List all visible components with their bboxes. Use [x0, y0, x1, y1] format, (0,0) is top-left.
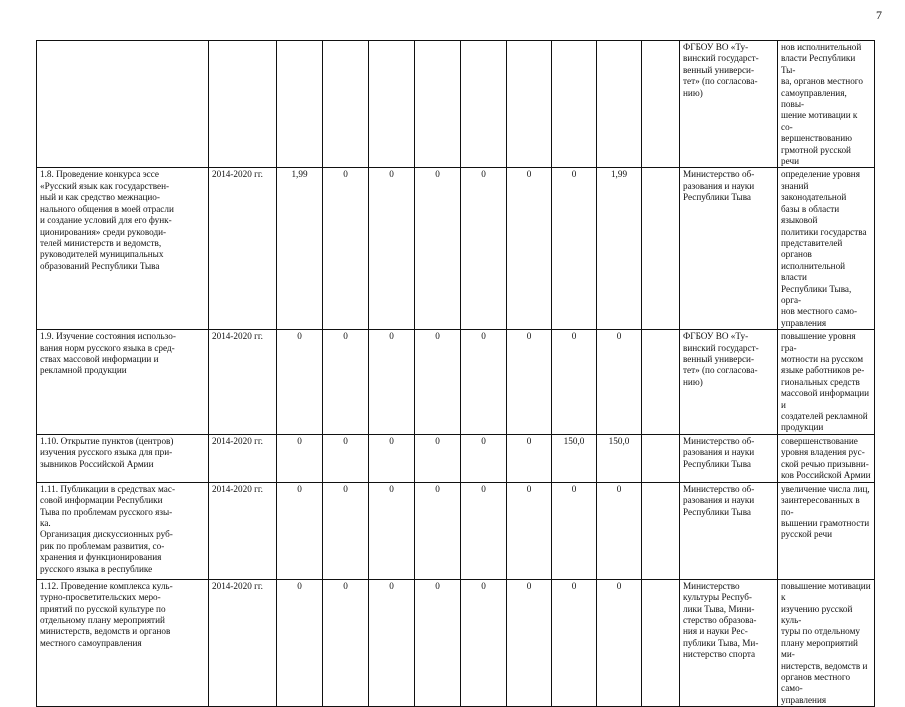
- funding-value-cell: [642, 330, 680, 435]
- funding-value-cell: 0: [323, 579, 369, 706]
- funding-value-cell: 0: [323, 434, 369, 482]
- program-activities-table: [36, 40, 875, 707]
- activity-name-cell: 1.11. Публикации в средствах мас- совой информации Республики Тыва по проблемам русского язы- ка. Организация дискуссионных руб- рик по проблемам развития, со- хранения и функционирования русского языка в республике: [37, 482, 209, 579]
- funding-value-cell: [597, 41, 642, 168]
- funding-value-cell: 0: [461, 579, 507, 706]
- responsible-cell: Министерство культуры Респуб- лики Тыва, Мини- стерство образова- ния и науки Рес- публики Тыва, Ми- нистерство спорта: [680, 579, 778, 706]
- table-row: [37, 330, 875, 435]
- funding-value-cell: [642, 482, 680, 579]
- activity-name-cell: 1.12. Проведение комплекса куль- турно-просветительских меро- приятий по русской культуре по отдельному плану мероприятий министерств, ведомств и органов местного самоуправления: [37, 579, 209, 706]
- table-row: [37, 482, 875, 579]
- funding-value-cell: 0: [507, 168, 552, 330]
- funding-value-cell: 0: [415, 434, 461, 482]
- responsible-cell: Министерство об- разования и науки Республики Тыва: [680, 434, 778, 482]
- expected-result-cell: увеличение числа лиц, заинтересованных в по- вышении грамотности русской речи: [778, 482, 875, 579]
- funding-value-cell: 0: [597, 330, 642, 435]
- funding-value-cell: [642, 168, 680, 330]
- table-row: [37, 41, 875, 168]
- funding-value-cell: [642, 579, 680, 706]
- period-cell: [209, 41, 277, 168]
- funding-value-cell: 0: [507, 482, 552, 579]
- period-cell: 2014-2020 гг.: [209, 579, 277, 706]
- funding-value-cell: 0: [323, 482, 369, 579]
- funding-value-cell: 1,99: [597, 168, 642, 330]
- funding-value-cell: [369, 41, 415, 168]
- funding-value-cell: 0: [507, 434, 552, 482]
- expected-result-cell: повышение уровня гра- мотности на русском языке работников ре- гиональных средств массовой информации и создателей рекламной продукции: [778, 330, 875, 435]
- responsible-cell: ФГБОУ ВО «Ту- винский государст- венный универси- тет» (по согласова- нию): [680, 41, 778, 168]
- funding-value-cell: [461, 41, 507, 168]
- expected-result-cell: определение уровня знаний законодательной базы в области языковой политики государства представителей органов исполнительной власти Республики Тыва, орга- нов местного само- управления: [778, 168, 875, 330]
- funding-value-cell: [642, 41, 680, 168]
- funding-value-cell: 0: [277, 330, 323, 435]
- table-row: [37, 168, 875, 330]
- funding-value-cell: 0: [415, 579, 461, 706]
- funding-value-cell: [415, 41, 461, 168]
- funding-value-cell: [277, 41, 323, 168]
- period-cell: 2014-2020 гг.: [209, 168, 277, 330]
- funding-value-cell: 1,99: [277, 168, 323, 330]
- expected-result-cell: совершенствование уровня владения рус- ской речью призывни- ков Российской Армии: [778, 434, 875, 482]
- funding-value-cell: 150,0: [552, 434, 597, 482]
- funding-value-cell: 0: [277, 434, 323, 482]
- funding-value-cell: 0: [323, 168, 369, 330]
- expected-result-cell: нов исполнительной власти Республики Ты- ва, органов местного самоуправления, повы- шение мотивации к со- вершенствованию грмотной русской речи: [778, 41, 875, 168]
- funding-value-cell: [323, 41, 369, 168]
- period-cell: 2014-2020 гг.: [209, 434, 277, 482]
- funding-value-cell: 0: [369, 330, 415, 435]
- table-row: [37, 579, 875, 706]
- funding-value-cell: 0: [461, 330, 507, 435]
- funding-value-cell: [507, 41, 552, 168]
- responsible-cell: Министерство об- разования и науки Республики Тыва: [680, 168, 778, 330]
- funding-value-cell: 0: [415, 330, 461, 435]
- page-number: 7: [876, 8, 882, 22]
- funding-value-cell: 0: [461, 434, 507, 482]
- period-cell: 2014-2020 гг.: [209, 330, 277, 435]
- funding-value-cell: 0: [277, 482, 323, 579]
- funding-value-cell: 0: [552, 330, 597, 435]
- funding-value-cell: 0: [415, 482, 461, 579]
- activity-name-cell: 1.9. Изучение состояния использо- вания норм русского языка в сред- ствах массовой информации и рекламной продукции: [37, 330, 209, 435]
- funding-value-cell: [552, 41, 597, 168]
- responsible-cell: Министерство об- разования и науки Республики Тыва: [680, 482, 778, 579]
- funding-value-cell: 0: [507, 330, 552, 435]
- responsible-cell: ФГБОУ ВО «Ту- винский государст- венный универси- тет» (по согласова- нию): [680, 330, 778, 435]
- funding-value-cell: 0: [552, 168, 597, 330]
- funding-value-cell: 0: [597, 579, 642, 706]
- funding-value-cell: 0: [369, 579, 415, 706]
- funding-value-cell: 0: [461, 168, 507, 330]
- activity-name-cell: 1.8. Проведение конкурса эссе «Русский язык как государствен- ный и как средство межнацио- нального общения в моей отрасли и создание условий для его функ- ционирования» среди руководи- телей министерств и ведомств, руководителей муниципальных образований Республики Тыва: [37, 168, 209, 330]
- funding-value-cell: [642, 434, 680, 482]
- funding-value-cell: 0: [597, 482, 642, 579]
- expected-result-cell: повышение мотивации к изучению русской куль- туры по отдельному плану мероприятий ми- нистерств, ведомств и органов местного само- управления: [778, 579, 875, 706]
- funding-value-cell: 0: [369, 434, 415, 482]
- activity-name-cell: [37, 41, 209, 168]
- funding-value-cell: 150,0: [597, 434, 642, 482]
- funding-value-cell: 0: [461, 482, 507, 579]
- funding-value-cell: 0: [369, 168, 415, 330]
- activity-name-cell: 1.10. Открытие пунктов (центров) изучения русского языка для при- зывников Российской Армии: [37, 434, 209, 482]
- table-body: [37, 41, 875, 707]
- table-row: [37, 434, 875, 482]
- funding-value-cell: 0: [323, 330, 369, 435]
- period-cell: 2014-2020 гг.: [209, 482, 277, 579]
- funding-value-cell: 0: [369, 482, 415, 579]
- funding-value-cell: 0: [552, 482, 597, 579]
- funding-value-cell: 0: [277, 579, 323, 706]
- funding-value-cell: 0: [415, 168, 461, 330]
- funding-value-cell: 0: [552, 579, 597, 706]
- funding-value-cell: 0: [507, 579, 552, 706]
